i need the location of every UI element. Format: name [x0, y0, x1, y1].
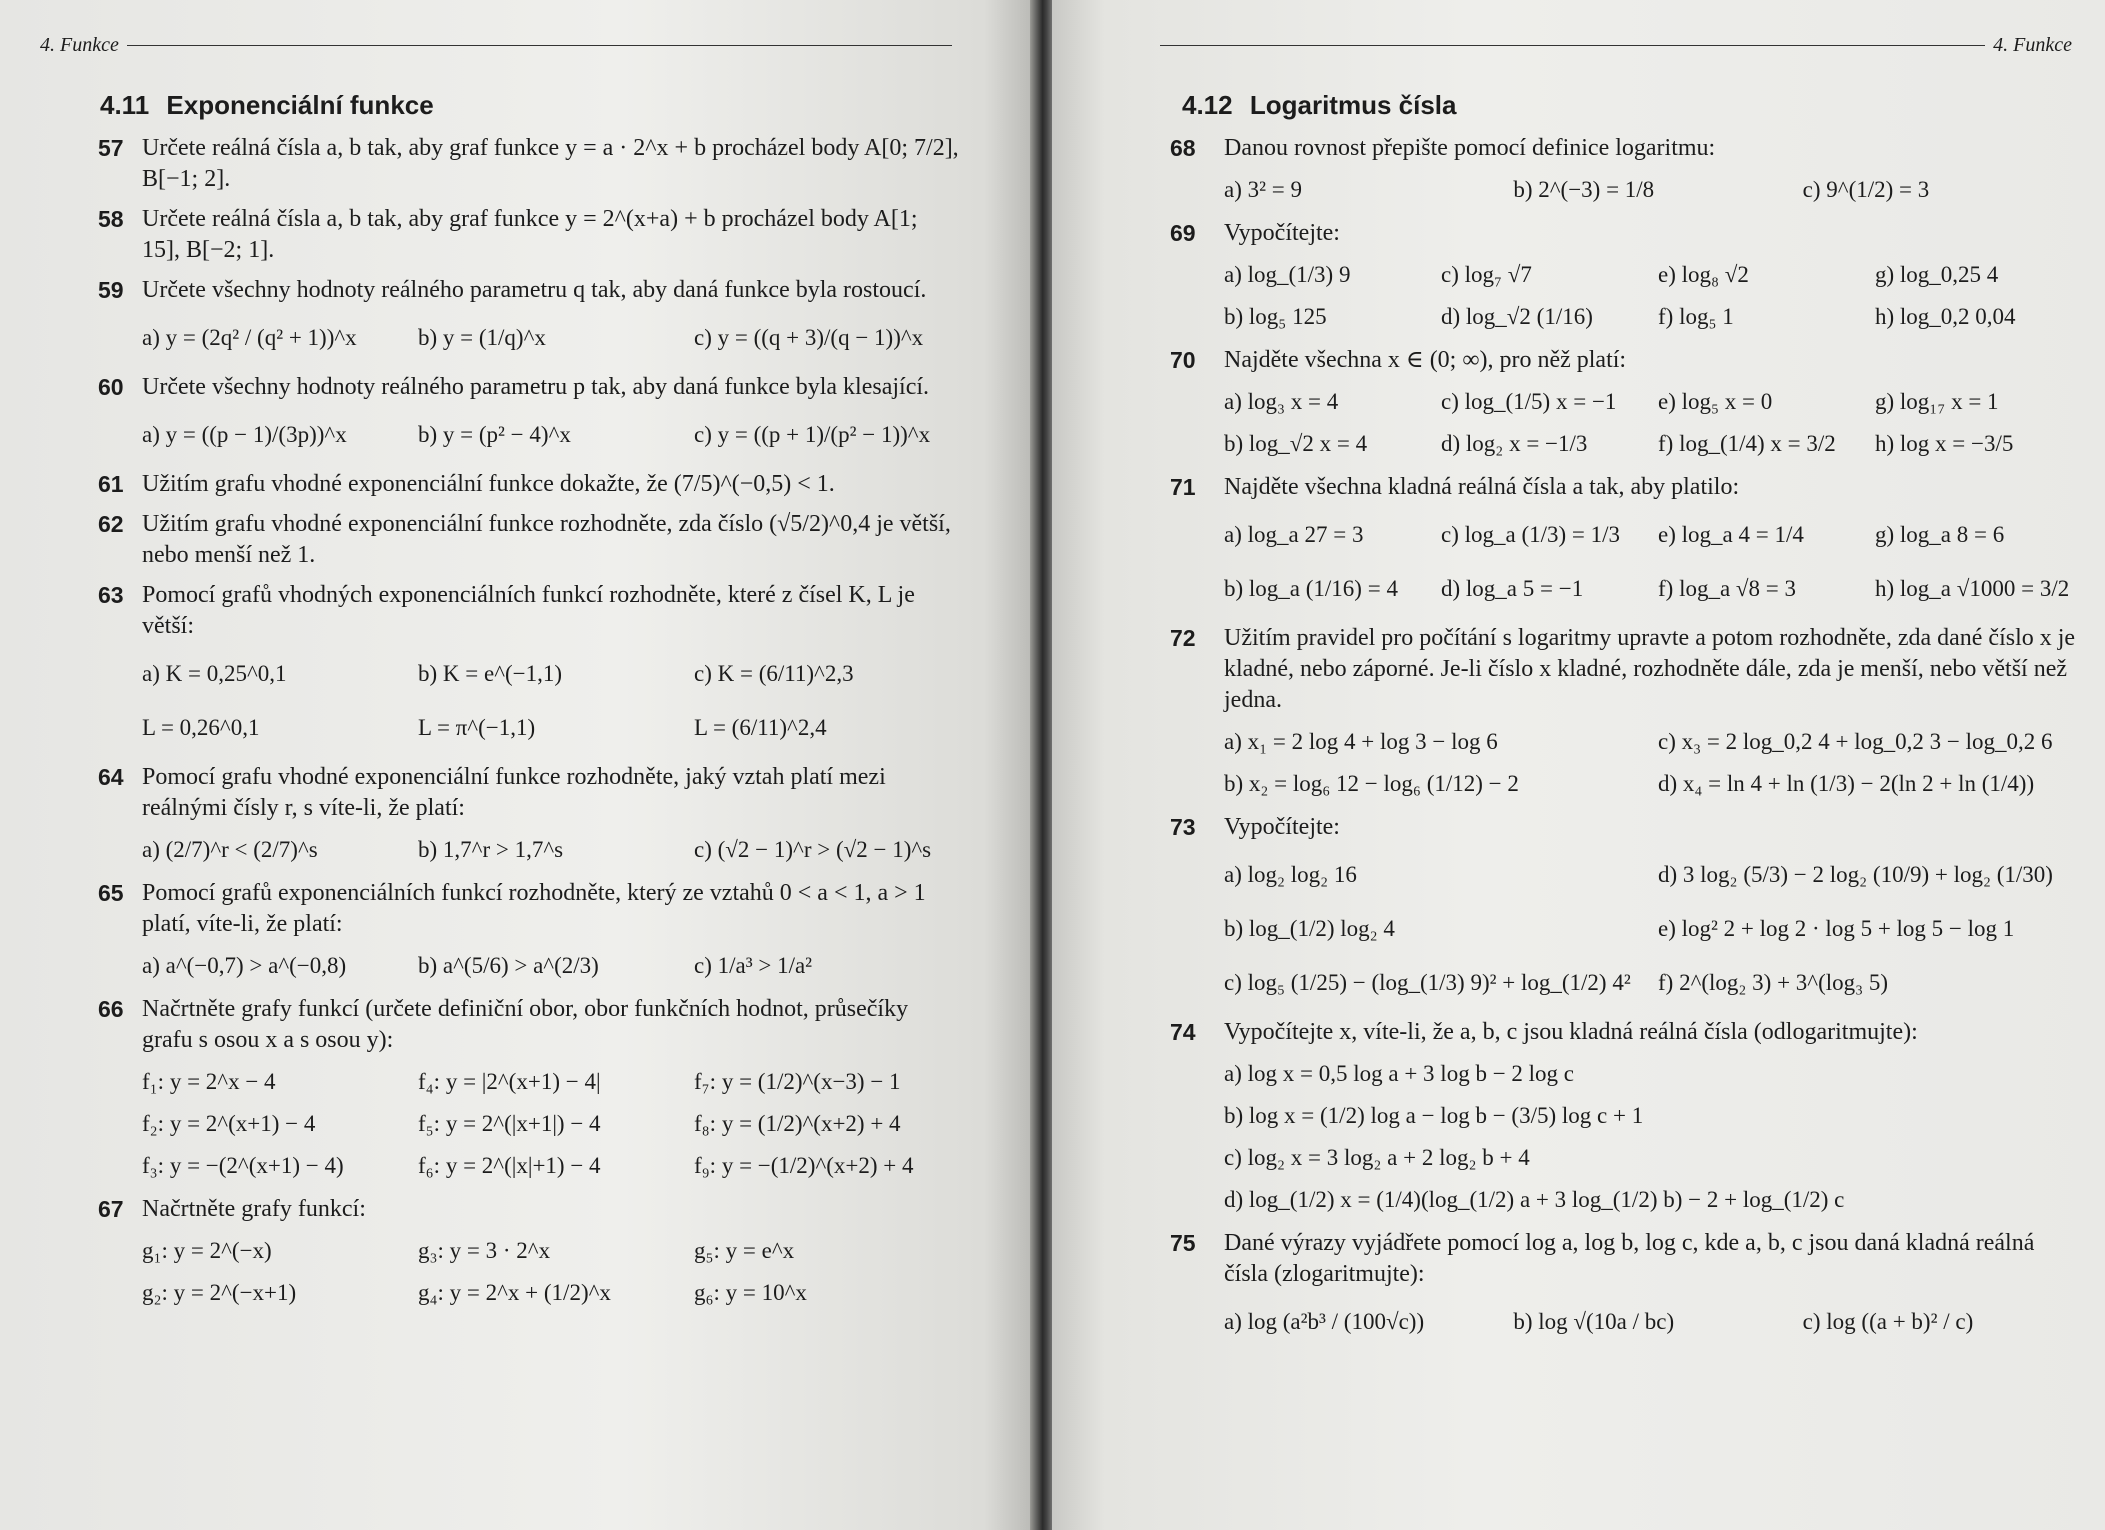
problem-item: b) a^(5/6) > a^(2/3) [418, 953, 599, 978]
section-title: Logaritmus čísla [1249, 90, 1457, 120]
problem-items [142, 1233, 960, 1311]
problem-item: f₈: y = (1/2)^(x+2) + 4 [694, 1111, 901, 1136]
problem-item: f) 2^(log₂ 3) + 3^(log₃ 5) [1658, 970, 1889, 995]
problem-item: b) log_√2 x = 4 [1224, 431, 1368, 456]
problem-item: f₇: y = (1/2)^(x−3) − 1 [694, 1069, 901, 1094]
problem-items [1224, 851, 2082, 1007]
problem-item: b) log x = (1/2) log a − log b − (3/5) log c + 1 [1224, 1103, 1644, 1128]
problem-item: g₂: y = 2^(−x+1) [142, 1280, 297, 1305]
problem-item: c) log₇ √7 [1441, 262, 1532, 287]
problem-items [1224, 384, 2082, 462]
problem-item: h) log_a √1000 = 3/2 [1875, 576, 2070, 601]
header-rule [1160, 45, 1985, 46]
problem-item: f₆: y = 2^(|x|+1) − 4 [418, 1153, 601, 1178]
problem-item: a) x₁ = 2 log 4 + log 3 − log 6 [1224, 729, 1498, 754]
problem-text: Užitím grafu vhodné exponenciální funkce dokažte, že (7/5)^(−0,5) < 1. [142, 471, 835, 497]
problem-57 [100, 133, 960, 195]
problem-68 [1170, 133, 2082, 208]
problem-66 [100, 994, 960, 1184]
problem-item: b) log_a (1/16) = 4 [1224, 576, 1398, 601]
left-page [0, 0, 1036, 1530]
problem-text: Pomocí grafů vhodných exponenciálních funkcí rozhodněte, které z čísel K, L je větší: [142, 582, 915, 639]
problem-items [142, 314, 960, 362]
problem-number: 67 [98, 1196, 124, 1222]
left-content [100, 90, 960, 1321]
problem-number: 64 [98, 764, 124, 790]
problem-item: e) log² 2 + log 2 · log 5 + log 5 − log 1 [1658, 916, 2015, 941]
problem-item: g₄: y = 2^x + (1/2)^x [418, 1280, 611, 1305]
problem-text: Vypočítejte x, víte-li, že a, b, c jsou kladná reálná čísla (odlogaritmujte): [1224, 1019, 1918, 1045]
problem-62 [100, 509, 960, 571]
problem-item: d) x₄ = ln 4 + ln (1/3) − 2(ln 2 + ln (1/4)) [1658, 771, 2035, 796]
problem-73 [1170, 812, 2082, 1007]
problem-number: 59 [98, 277, 124, 303]
problem-items [1224, 724, 2082, 802]
problem-item: a) y = (2q² / (q² + 1))^x [142, 325, 357, 350]
problem-75 [1170, 1228, 2082, 1346]
problem-item: L = π^(−1,1) [418, 715, 536, 740]
problem-number: 58 [98, 206, 124, 232]
problem-item: a) y = ((p − 1)/(3p))^x [142, 422, 347, 447]
problem-item: h) log x = −3/5 [1875, 431, 2014, 456]
section-heading [100, 90, 960, 121]
problem-58 [100, 204, 960, 266]
problem-text: Určete všechny hodnoty reálného parametru q tak, aby daná funkce byla rostoucí. [142, 277, 927, 303]
problem-text: Určete reálná čísla a, b tak, aby graf funkce y = a · 2^x + b procházel body A[0; 7/2], B[−1; 2]. [142, 135, 959, 192]
problem-number: 75 [1170, 1230, 1196, 1256]
problem-61 [100, 469, 960, 500]
right-page [1052, 0, 2105, 1530]
running-head-right [1152, 34, 2072, 57]
problem-item: d) log_√2 (1/16) [1441, 304, 1593, 329]
problem-74 [1170, 1017, 2082, 1218]
problem-text: Vypočítejte: [1224, 814, 1340, 840]
problem-number: 60 [98, 374, 124, 400]
problem-text: Danou rovnost přepište pomocí definice logaritmu: [1224, 135, 1716, 161]
problem-item: c) (√2 − 1)^r > (√2 − 1)^s [694, 837, 932, 862]
problem-item: b) log_(1/2) log₂ 4 [1224, 916, 1395, 941]
problem-item: a) log x = 0,5 log a + 3 log b − 2 log c [1224, 1061, 1575, 1086]
problem-number: 57 [98, 135, 124, 161]
problem-number: 62 [98, 511, 124, 537]
problem-item: f) log₅ 1 [1658, 304, 1734, 329]
problem-item: f₅: y = 2^(|x+1|) − 4 [418, 1111, 601, 1136]
problem-item: f₄: y = |2^(x+1) − 4| [418, 1069, 601, 1094]
problem-item: c) log₅ (1/25) − (log_(1/3) 9)² + log_(1/2) 4² [1224, 970, 1631, 995]
problem-item: c) 9^(1/2) = 3 [1802, 177, 1930, 202]
running-head-left [40, 34, 960, 57]
problem-number: 74 [1170, 1019, 1196, 1045]
problem-item: d) log_a 5 = −1 [1441, 576, 1584, 601]
problem-text: Pomocí grafů exponenciálních funkcí rozhodněte, který ze vztahů 0 < a < 1, a > 1 platí, víte-li, že platí: [142, 880, 926, 937]
problem-item: b) x₂ = log₆ 12 − log₆ (1/12) − 2 [1224, 771, 1519, 796]
problem-item: f) log_a √8 = 3 [1658, 576, 1797, 601]
problem-number: 63 [98, 582, 124, 608]
problem-item: c) log_(1/5) x = −1 [1441, 389, 1617, 414]
problem-item: g₃: y = 3 · 2^x [418, 1238, 551, 1263]
problem-item: a) log_(1/3) 9 [1224, 262, 1351, 287]
problem-number: 65 [98, 880, 124, 906]
problem-item: h) log_0,2 0,04 [1875, 304, 2016, 329]
problem-text: Vypočítejte: [1224, 220, 1340, 246]
header-rule [127, 45, 952, 46]
problem-number: 73 [1170, 814, 1196, 840]
problem-72 [1170, 623, 2082, 802]
problem-item: a) a^(−0,7) > a^(−0,8) [142, 953, 347, 978]
problem-item: d) log_(1/2) x = (1/4)(log_(1/2) a + 3 log_(1/2) b) − 2 + log_(1/2) c [1224, 1187, 1845, 1212]
problem-item: g) log₁₇ x = 1 [1875, 389, 1999, 414]
problem-number: 72 [1170, 625, 1196, 651]
problem-item: b) 2^(−3) = 1/8 [1513, 177, 1655, 202]
problem-items [1224, 257, 2082, 335]
problem-number: 69 [1170, 220, 1196, 246]
problem-item: e) log_a 4 = 1/4 [1658, 522, 1804, 547]
problem-item: b) y = (1/q)^x [418, 325, 546, 350]
problem-items [142, 650, 960, 752]
problem-item: e) log₈ √2 [1658, 262, 1749, 287]
problem-number: 61 [98, 471, 124, 497]
problem-items [142, 411, 960, 459]
problem-70 [1170, 345, 2082, 462]
problem-item: d) 3 log₂ (5/3) − 2 log₂ (10/9) + log₂ (1/30) [1658, 862, 2053, 887]
problem-item: a) log₂ log₂ 16 [1224, 862, 1357, 887]
problem-item: c) y = ((q + 3)/(q − 1))^x [694, 325, 924, 350]
problem-item: b) 1,7^r > 1,7^s [418, 837, 564, 862]
problem-item: c) 1/a³ > 1/a² [694, 953, 813, 978]
right-content [1170, 90, 2082, 1356]
problem-number: 70 [1170, 347, 1196, 373]
problem-number: 68 [1170, 135, 1196, 161]
section-title: Exponenciální funkce [166, 90, 434, 120]
problem-69 [1170, 218, 2082, 335]
running-head-text: 4. Funkce [40, 34, 119, 56]
problem-text: Najděte všechna kladná reálná čísla a tak, aby platilo: [1224, 474, 1740, 500]
problem-item: c) log₂ x = 3 log₂ a + 2 log₂ b + 4 [1224, 1145, 1530, 1170]
problem-item: f₂: y = 2^(x+1) − 4 [142, 1111, 316, 1136]
problem-63 [100, 580, 960, 752]
problem-item: b) y = (p² − 4)^x [418, 422, 571, 447]
problem-65 [100, 878, 960, 984]
problem-item: f) log_(1/4) x = 3/2 [1658, 431, 1836, 456]
problem-item: c) y = ((p + 1)/(p² − 1))^x [694, 422, 931, 447]
problem-item: g) log_0,25 4 [1875, 262, 1999, 287]
problem-item: g₁: y = 2^(−x) [142, 1238, 272, 1263]
problem-text: Určete všechny hodnoty reálného parametru p tak, aby daná funkce byla klesající. [142, 374, 930, 400]
problem-64 [100, 762, 960, 868]
problem-item: b) K = e^(−1,1) [418, 661, 563, 686]
problem-item: e) log₅ x = 0 [1658, 389, 1773, 414]
problem-60 [100, 372, 960, 459]
problem-item: a) 3² = 9 [1224, 177, 1302, 202]
problem-item: a) (2/7)^r < (2/7)^s [142, 837, 318, 862]
problem-item: d) log₂ x = −1/3 [1441, 431, 1588, 456]
problem-item: L = (6/11)^2,4 [694, 715, 827, 740]
problem-text: Pomocí grafu vhodné exponenciální funkce rozhodněte, jaký vztah platí mezi reálnými čísly r, s víte-li, že platí: [142, 764, 886, 821]
problem-items [1224, 511, 2082, 613]
problem-item: f₉: y = −(1/2)^(x+2) + 4 [694, 1153, 914, 1178]
problem-item: f₃: y = −(2^(x+1) − 4) [142, 1153, 344, 1178]
problem-text: Užitím grafu vhodné exponenciální funkce rozhodněte, zda číslo (√5/2)^0,4 je větší, nebo menší než 1. [142, 511, 951, 568]
problem-item: b) log₅ 125 [1224, 304, 1327, 329]
problem-number: 71 [1170, 474, 1196, 500]
problem-text: Načrtněte grafy funkcí (určete definiční obor, obor funkčních hodnot, průsečíky grafu s osou x a s osou y): [142, 996, 909, 1053]
section-number: 4.11 [100, 90, 150, 120]
problem-item: b) log √(10a / bc) [1513, 1309, 1675, 1334]
problem-text: Dané výrazy vyjádřete pomocí log a, log b, log c, kde a, b, c jsou daná kladná reálná čísla (zlogaritmujte): [1224, 1230, 2035, 1287]
problem-items [1224, 1298, 2082, 1346]
problem-items [142, 832, 960, 868]
problem-item: a) log₃ x = 4 [1224, 389, 1339, 414]
problem-item: f₁: y = 2^x − 4 [142, 1069, 276, 1094]
problem-item: c) log_a (1/3) = 1/3 [1441, 522, 1621, 547]
running-head-text: 4. Funkce [1993, 34, 2072, 56]
problem-item: c) x₃ = 2 log_0,2 4 + log_0,2 3 − log_0,2 6 [1658, 729, 2053, 754]
problem-item: a) K = 0,25^0,1 [142, 661, 287, 686]
problem-59 [100, 275, 960, 362]
problem-item: c) K = (6/11)^2,3 [694, 661, 854, 686]
problem-71 [1170, 472, 2082, 613]
section-number: 4.12 [1182, 90, 1233, 120]
problem-text: Určete reálná čísla a, b tak, aby graf funkce y = 2^(x+a) + b procházel body A[1; 15], B[−2; 1]. [142, 206, 918, 263]
problem-item: a) log (a²b³ / (100√c)) [1224, 1309, 1425, 1334]
section-heading [1182, 90, 2082, 121]
problem-item: L = 0,26^0,1 [142, 715, 260, 740]
problem-text: Najděte všechna x ∈ (0; ∞), pro něž platí: [1224, 347, 1627, 373]
problem-items [1224, 172, 2082, 208]
problem-item: c) log ((a + b)² / c) [1802, 1309, 1974, 1334]
problem-items [142, 948, 960, 984]
problem-item: g₆: y = 10^x [694, 1280, 807, 1305]
problem-item: g₅: y = e^x [694, 1238, 795, 1263]
problem-items [142, 1064, 960, 1184]
problem-items [1224, 1056, 2082, 1218]
problem-number: 66 [98, 996, 124, 1022]
problem-67 [100, 1194, 960, 1311]
problem-item: g) log_a 8 = 6 [1875, 522, 2005, 547]
problem-item: a) log_a 27 = 3 [1224, 522, 1364, 547]
problem-text: Načrtněte grafy funkcí: [142, 1196, 366, 1222]
problem-text: Užitím pravidel pro počítání s logaritmy upravte a potom rozhodněte, zda dané číslo x je kladné, nebo záporné. Je-li číslo x kladné, rozhodněte dále, zda je menší, nebo větší než jedna. [1224, 625, 2076, 713]
